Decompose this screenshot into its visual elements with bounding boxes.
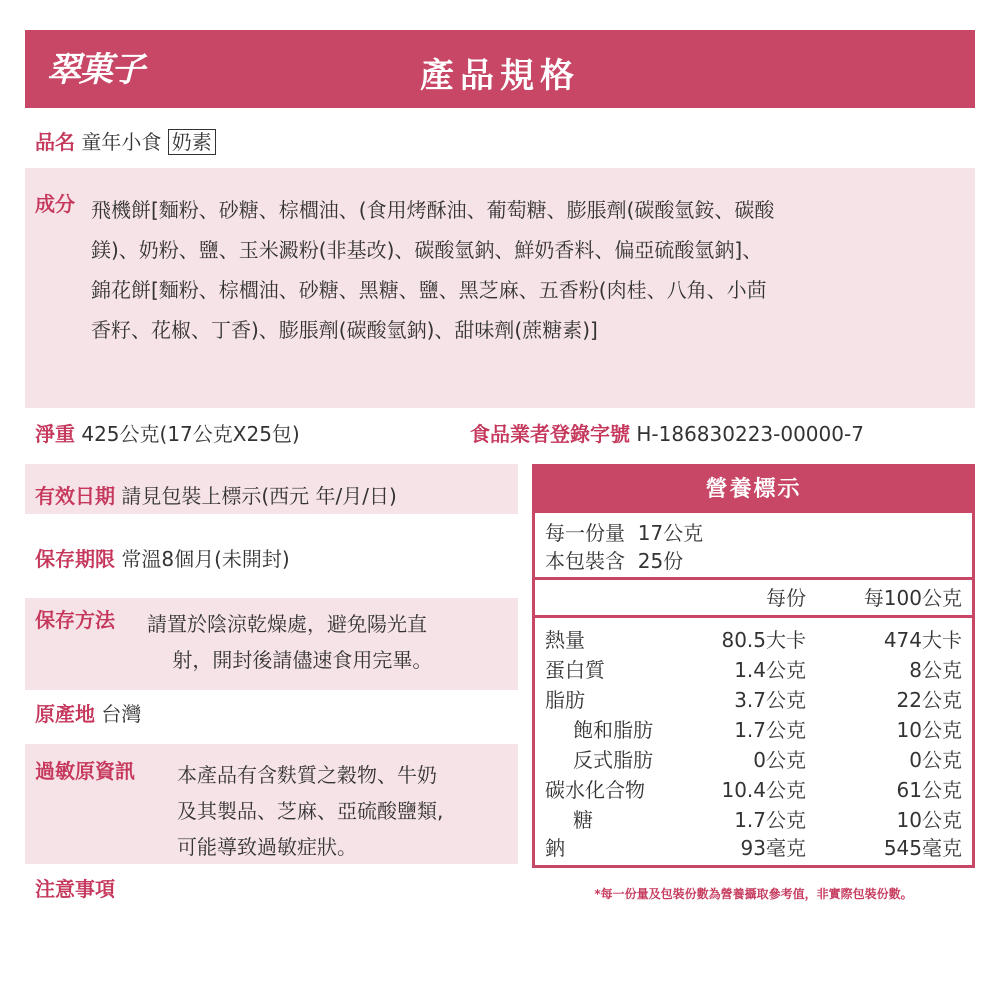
ingredients-text: 飛機餅[麵粉、砂糖、棕櫚油、(食用烤酥油、葡萄糖、膨脹劑(碳酸氫銨、碳酸 鎂)、奶粉、鹽、玉米澱粉(非基改)、碳酸氫鈉、鮮奶香料、偏亞硫酸氫鈉]、 錦花餅[麵粉、棕櫚油、砂糖、黑糖、鹽、黑芝麻、五香粉(肉桂、八角、小茴 香籽、花椒、丁香)、膨脹劑(碳酸氫鈉)、甜味劑(蔗糖素)] (91, 198, 775, 342)
storage-label: 保存方法 (35, 608, 115, 632)
brand-logo: 翠菓子 (47, 50, 143, 90)
nutrient-per-100g: 545毫克 (883, 836, 962, 860)
header-banner (25, 30, 975, 108)
ingredients-label: 成分 (35, 192, 75, 216)
origin-label: 原產地 (35, 702, 95, 726)
nutrient-name: 碳水化合物 (545, 778, 645, 802)
nutrient-name: 糖 (573, 808, 593, 832)
nutrition-row (535, 625, 972, 655)
shelf-life-value: 常溫8個月(未開封) (121, 547, 290, 571)
product-name-row (35, 128, 216, 156)
product-name-value: 童年小食 (81, 130, 162, 154)
nutrient-name: 脂肪 (545, 688, 585, 712)
notice-label: 注意事項 (35, 877, 115, 901)
nutrition-divider (535, 615, 972, 618)
col-per-100g-header: 每100公克 (863, 586, 962, 610)
nutrient-per-serving: 3.7公克 (734, 688, 806, 712)
nutrition-row (535, 685, 972, 715)
nutrition-title: 營養標示 (535, 467, 972, 513)
origin-row (35, 700, 141, 728)
origin-value: 台灣 (101, 702, 142, 726)
allergen-value: 本產品有含麩質之穀物、牛奶 及其製品、芝麻、亞硫酸鹽類, 可能導致過敏症狀。 (177, 763, 444, 859)
nutrition-serving-info: 每一份量 17公克 本包裝含 25份 (545, 521, 704, 573)
nutrient-per-100g: 10公克 (896, 808, 962, 832)
nutrient-per-serving: 10.4公克 (721, 778, 806, 802)
registration-value: H-186830223-00000-7 (636, 422, 864, 446)
registration-row (470, 420, 864, 448)
nutrient-per-100g: 8公克 (909, 658, 962, 682)
expiry-row (35, 482, 397, 510)
net-weight-row (35, 420, 300, 448)
nutrition-facts-table (532, 464, 975, 868)
expiry-label: 有效日期 (35, 484, 115, 508)
net-weight-label: 淨重 (35, 422, 75, 446)
nutrient-per-100g: 10公克 (896, 718, 962, 742)
shelf-life-row (35, 545, 290, 573)
nutrition-row (535, 775, 972, 805)
nutrient-name: 蛋白質 (545, 658, 605, 682)
nutrient-name: 反式脂肪 (573, 748, 653, 772)
nutrition-divider (535, 577, 972, 580)
nutrient-per-100g: 22公克 (896, 688, 962, 712)
nutrient-per-serving: 93毫克 (740, 836, 806, 860)
nutrient-per-100g: 61公克 (896, 778, 962, 802)
nutrient-per-serving: 0公克 (753, 748, 806, 772)
nutrient-per-serving: 1.4公克 (734, 658, 806, 682)
col-per-serving-header: 每份 (766, 586, 806, 610)
registration-label: 食品業者登錄字號 (470, 422, 630, 446)
storage-value: 請置於陰涼乾燥處，避免陽光直 射，開封後請儘速食用完畢。 (147, 612, 433, 672)
nutrition-row (535, 833, 972, 863)
page-title: 產品規格 (420, 56, 580, 96)
nutrition-row (535, 715, 972, 745)
product-name-label: 品名 (35, 130, 75, 154)
nutrient-per-100g: 474大卡 (883, 628, 962, 652)
net-weight-value: 425公克(17公克X25包) (81, 422, 300, 446)
expiry-value: 請見包裝上標示(西元 年/月/日) (121, 484, 397, 508)
nutrition-row (535, 655, 972, 685)
nutrient-name: 熱量 (545, 628, 585, 652)
nutrition-footnote: *每一份量及包裝份數為營養攝取參考值，非實際包裝份數。 (594, 887, 913, 901)
nutrient-per-serving: 80.5大卡 (721, 628, 806, 652)
ingredients-block (25, 168, 975, 408)
nutrient-per-100g: 0公克 (909, 748, 962, 772)
diet-tag: 奶素 (168, 129, 216, 155)
nutrient-per-serving: 1.7公克 (734, 718, 806, 742)
allergen-label: 過敏原資訊 (35, 759, 135, 783)
nutrient-name: 鈉 (545, 836, 565, 860)
nutrient-per-serving: 1.7公克 (734, 808, 806, 832)
nutrient-name: 飽和脂肪 (573, 718, 653, 742)
nutrition-row (535, 745, 972, 775)
shelf-life-label: 保存期限 (35, 547, 115, 571)
nutrition-row (535, 805, 972, 835)
